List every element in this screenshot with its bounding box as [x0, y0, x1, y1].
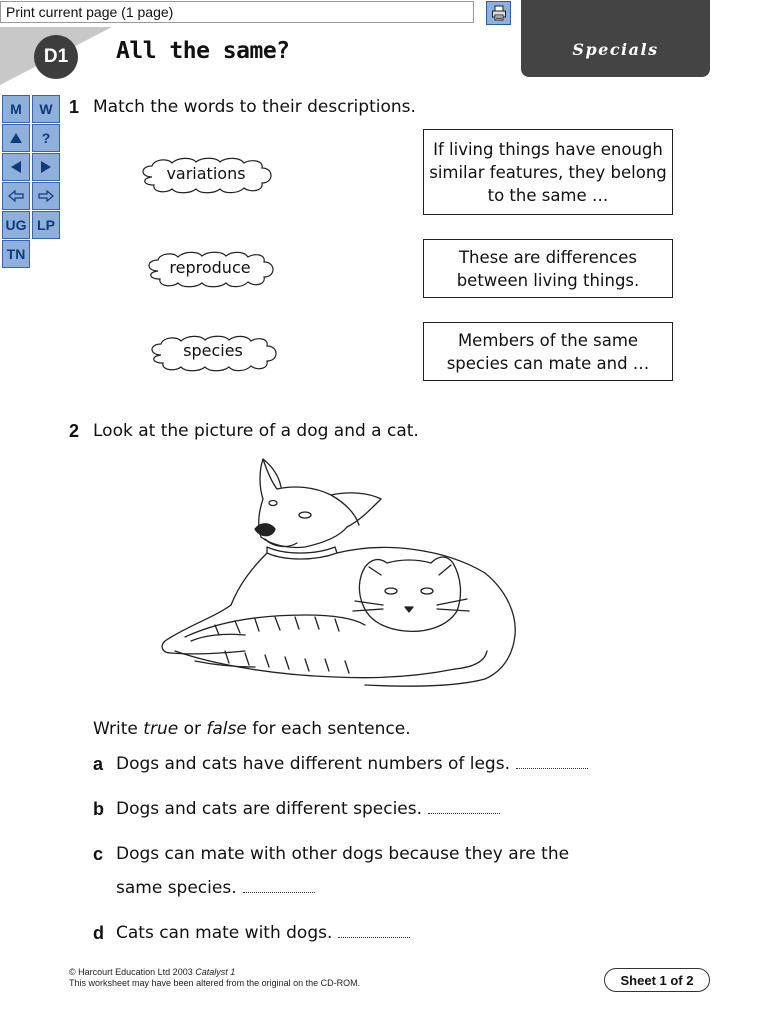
item-d-text-row	[116, 923, 410, 943]
item-b-text-row	[116, 799, 500, 819]
description-2-text: These are differences between living things.	[456, 247, 640, 290]
nav-back-button[interactable]	[2, 182, 30, 210]
item-b-letter: b	[93, 799, 104, 819]
true-false-instruction	[93, 719, 411, 739]
nav-m-button[interactable]: M	[2, 95, 30, 123]
description-3-text: Members of the same species can mate and …	[446, 330, 650, 373]
word-cloud-species	[147, 335, 279, 373]
instruction-true-word: true	[143, 719, 179, 739]
item-a-letter: a	[93, 754, 104, 774]
instruction-text-post: for each sentence.	[246, 719, 411, 739]
item-c-text-line2: same species.	[116, 878, 237, 898]
nav-next-button[interactable]	[32, 153, 60, 181]
description-box-1	[423, 129, 673, 215]
item-d-letter: d	[93, 923, 104, 943]
instruction-text-mid: or	[178, 719, 207, 739]
nav-previous-button[interactable]	[2, 153, 30, 181]
nav-ug-button[interactable]: UG	[2, 211, 30, 239]
nav-tn-button[interactable]: TN	[2, 240, 30, 268]
word-species: species	[183, 341, 243, 360]
word-variations: variations	[166, 164, 246, 183]
word-cloud-variations	[138, 157, 274, 195]
answer-field-b[interactable]	[428, 803, 500, 814]
printer-icon	[491, 5, 507, 21]
footer-copyright	[69, 967, 360, 989]
altered-note: This worksheet may have been altered from the original on the CD-ROM.	[69, 978, 361, 988]
nav-help-button[interactable]: ?	[32, 124, 60, 152]
nav-up-button[interactable]	[2, 124, 30, 152]
description-box-3	[423, 322, 673, 381]
item-a-text-row	[116, 754, 588, 774]
instruction-text-pre: Write	[93, 719, 144, 739]
item-b-text: Dogs and cats are different species.	[116, 799, 423, 819]
description-1-text: If living things have enough similar features, they belong to the same …	[429, 139, 667, 205]
item-d-text: Cats can mate with dogs.	[116, 923, 333, 943]
item-a-text: Dogs and cats have different numbers of legs.	[116, 754, 510, 774]
product-name: Catalyst 1	[195, 967, 236, 977]
nav-lp-button[interactable]: LP	[32, 211, 60, 239]
answer-field-c[interactable]	[243, 882, 315, 893]
copyright-text: © Harcourt Education Ltd 2003	[69, 967, 196, 977]
dog-and-cat-illustration	[155, 455, 525, 691]
question-1-number: 1	[69, 97, 80, 117]
specials-tab-label: Specials	[572, 40, 659, 59]
sheet-code-badge: D1	[34, 35, 78, 79]
item-c-text-line1: Dogs can mate with other dogs because they are the	[116, 844, 570, 864]
item-c-text-row2	[116, 878, 315, 898]
answer-field-d[interactable]	[338, 927, 410, 938]
print-button[interactable]	[486, 1, 511, 25]
item-c-letter: c	[93, 844, 104, 864]
word-cloud-reproduce	[144, 251, 276, 289]
up-triangle-icon	[9, 132, 23, 144]
back-arrow-icon	[8, 190, 24, 202]
nav-forward-button[interactable]	[32, 182, 60, 210]
description-box-2	[423, 239, 673, 298]
page-title: All the same?	[116, 38, 290, 64]
word-reproduce: reproduce	[169, 258, 251, 277]
answer-field-a[interactable]	[516, 758, 588, 769]
nav-w-button[interactable]: W	[32, 95, 60, 123]
left-triangle-icon	[10, 160, 22, 174]
question-2-prompt: Look at the picture of a dog and a cat.	[93, 421, 419, 441]
sheet-indicator: Sheet 1 of 2	[604, 968, 710, 992]
forward-arrow-icon	[38, 190, 54, 202]
question-1-prompt: Match the words to their descriptions.	[93, 97, 416, 117]
specials-tab	[521, 0, 710, 77]
print-current-page-field[interactable]: Print current page (1 page)	[0, 1, 474, 23]
right-triangle-icon	[40, 160, 52, 174]
question-2-number: 2	[69, 421, 80, 441]
instruction-false-word: false	[206, 719, 247, 739]
